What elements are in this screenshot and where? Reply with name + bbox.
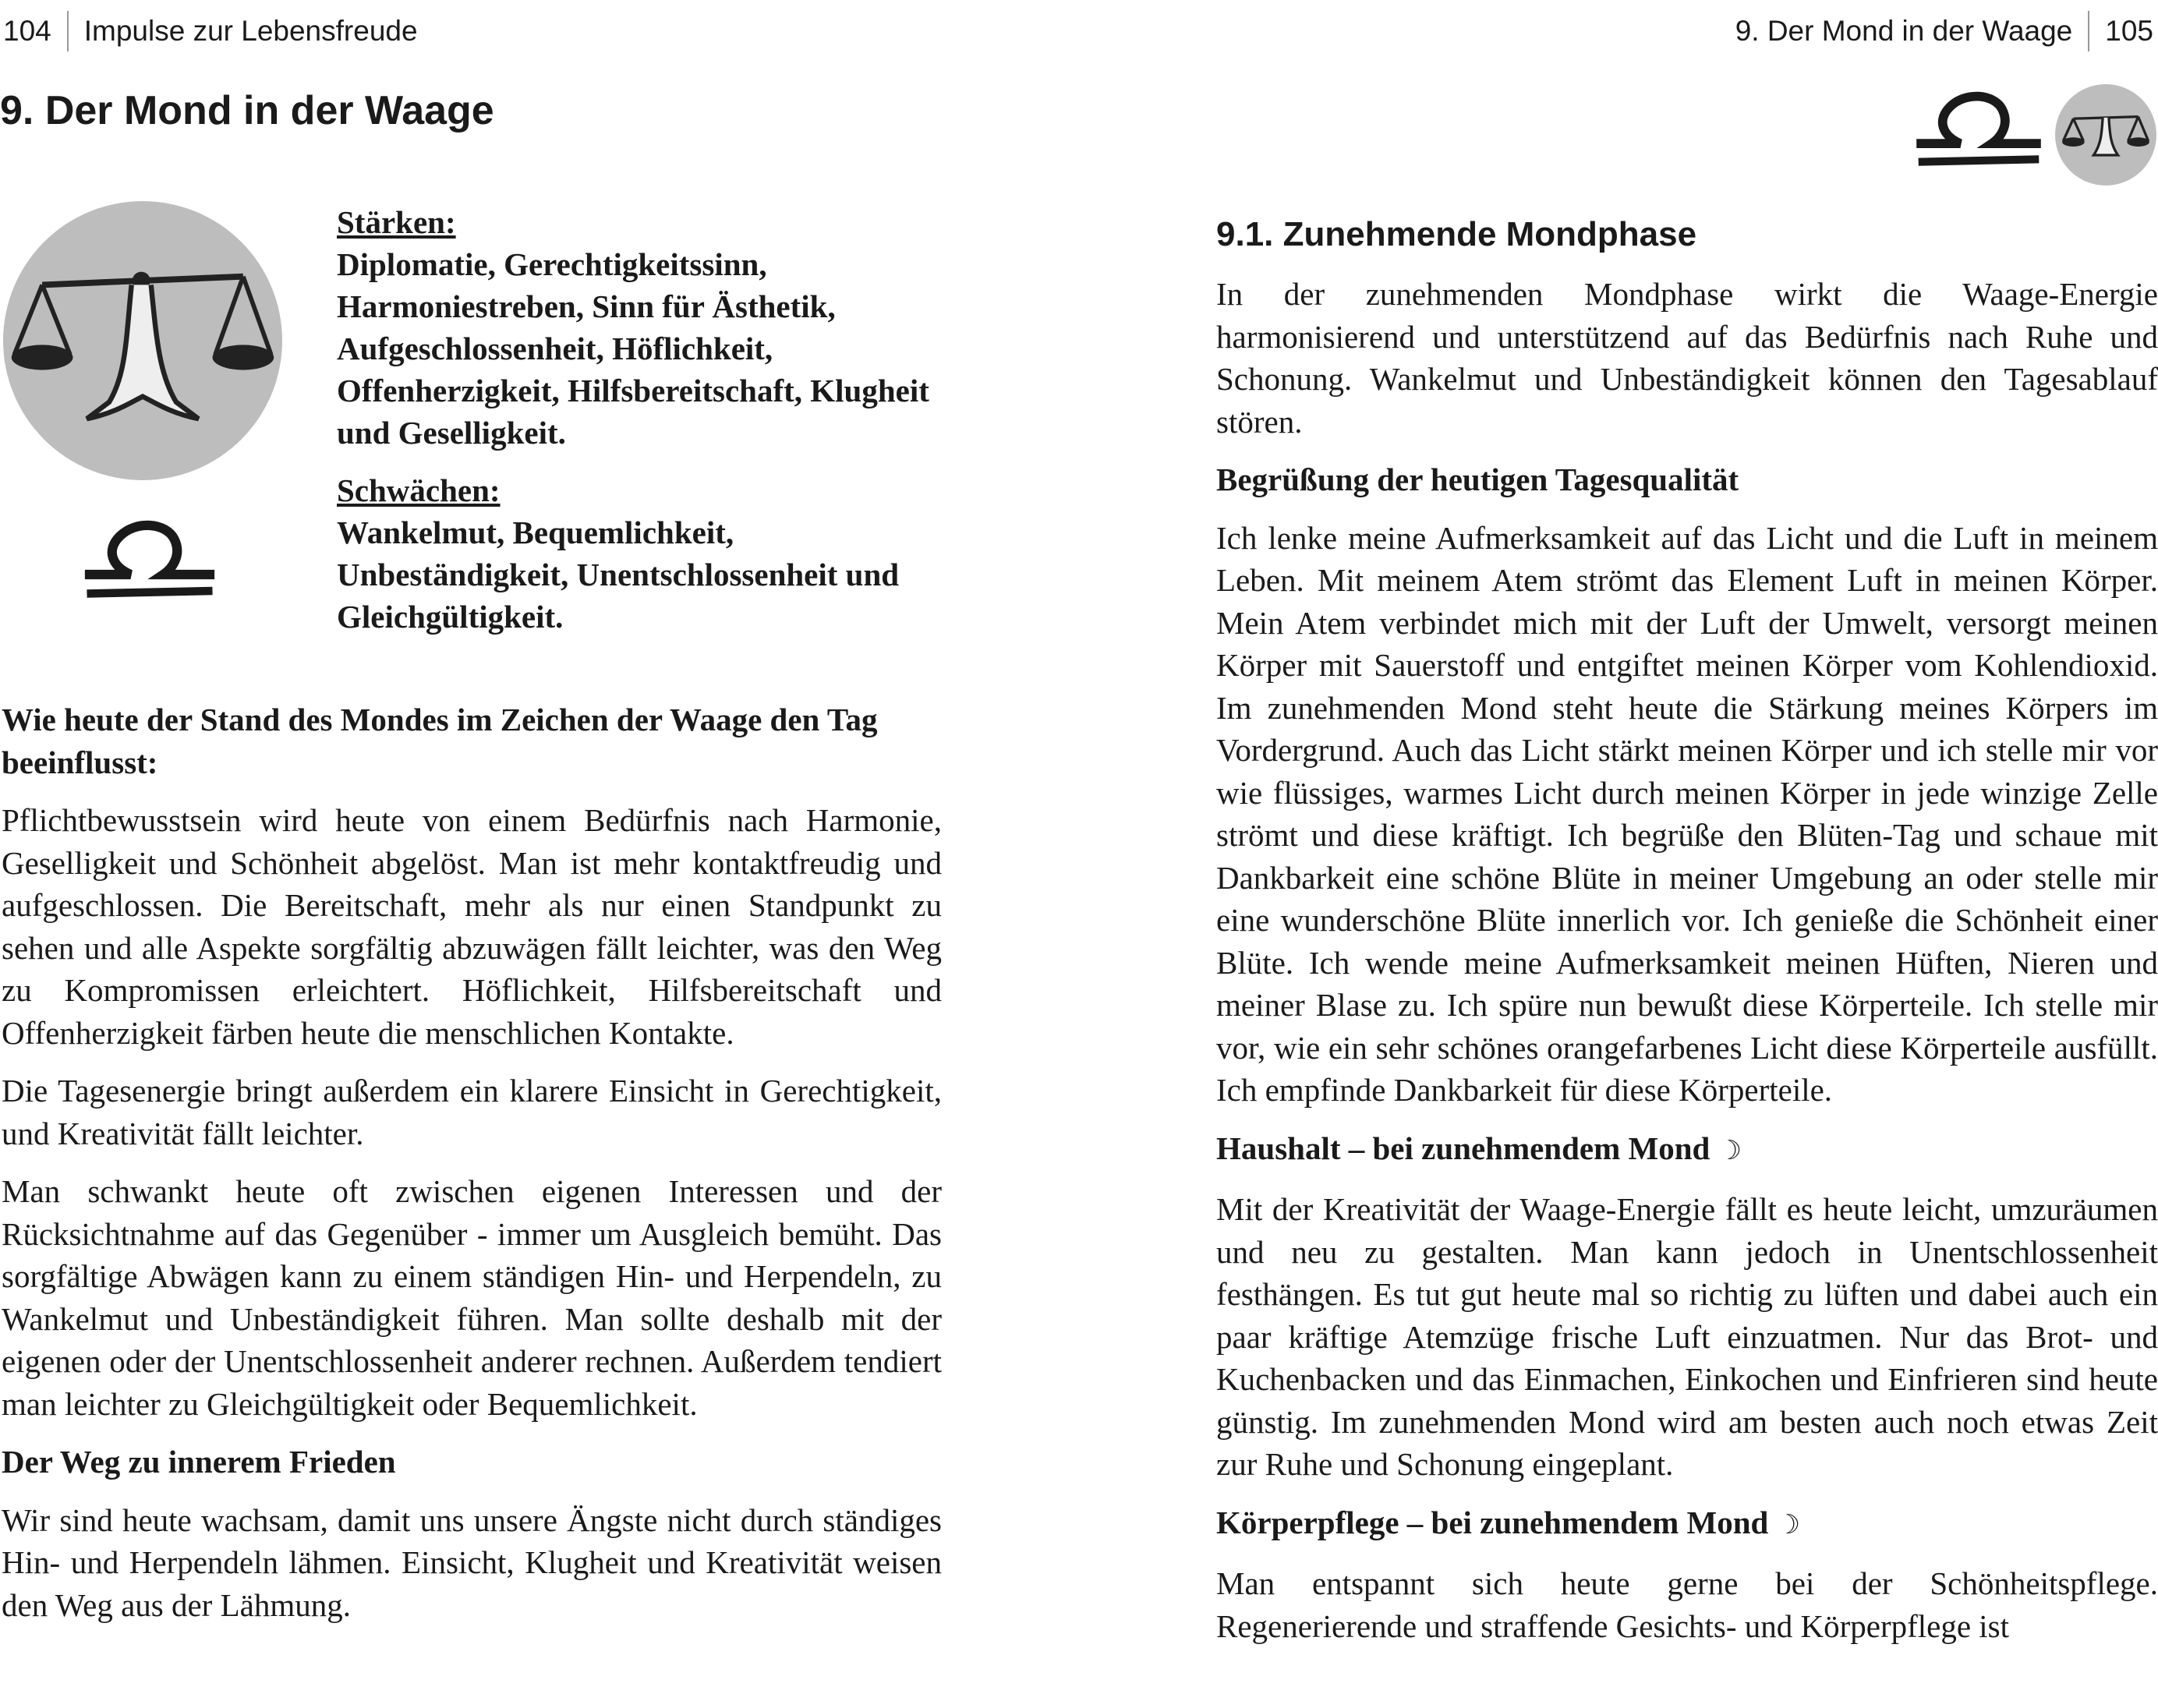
chapter-title: 9. Der Mond in der Waage (0, 88, 494, 133)
libra-scales-icon (3, 201, 282, 480)
peace-heading: Der Weg zu innerem Frieden (2, 1444, 396, 1480)
household-heading (1216, 1127, 2158, 1173)
libra-glyph-icon (81, 515, 218, 602)
paragraph: Man schwankt heute oft zwischen eigenen Interessen und der Rücksichtnahme auf das Gegenüber - immer um Ausgleich bemüht. Das sorgfältige Abwägen kann zu einem ständigen Hin- und Herpendeln, zu Wankelmut und Unbeständigkeit führen. Man sollte deshalb mit der eigenen oder der Unentschlossenheit anderer rechnen. Außerdem tendiert man leichter zu Gleichgültigkeit oder Bequemlichkeit. (2, 1173, 942, 1422)
paragraph: Ich lenke meine Aufmerksamkeit auf das Licht und die Luft in meinem Leben. Mit meinem Atem strömt das Element Luft in meinen Körper. Mein Atem verbindet mich mit der Luft der Umwelt, versorgt meinen Körper mit Sauerstoff und entgiftet meinen Körper vom Kohlendioxid. Im zunehmenden Mond steht heute die Stärkung meines Körpers im Vordergrund. Auch das Licht stärkt meinen Körper und ich stelle mir vor wie flüssiges, warmes Licht durch meinen Körper in jede winzige Zelle strömt und diese kräftigt. Ich begrüße den Blüten-Tag und schaue mit Dankbarkeit eine schöne Blüte in meiner Umgebung an oder stelle mir eine wunderschöne Blüte innerlich vor. Ich genieße die Schönheit einer Blüte. Ich wende meine Aufmerksamkeit meinen Hüften, Nieren und meiner Blase zu. Ich spüre nun bewußt diese Körperteile. Ich stelle mir vor, wie ein sehr schönes orangefarbenes Licht diese Körperteile ausfüllt. Ich empfinde Dankbarkeit für diese Körperteile. (1216, 519, 2158, 1108)
libra-scales-icon (2055, 84, 2156, 186)
paragraph: Die Tagesenergie bringt außerdem ein klarere Einsicht in Gerechtigkeit, und Kreativität fällt leichter. (2, 1073, 942, 1151)
bodycare-heading-text: Körperpflege – bei zunehmendem Mond (1216, 1504, 1769, 1540)
page-number: 104 (3, 15, 51, 47)
page-number: 105 (2105, 15, 2153, 47)
section-title: 9.1. Zunehmende Mondphase (1216, 215, 1697, 253)
influence-heading: Wie heute der Stand des Mondes im Zeichen der Waage den Tag beeinflusst: (2, 702, 878, 780)
household-heading-text: Haushalt – bei zunehmendem Mond (1216, 1130, 1710, 1166)
paragraph: Wir sind heute wachsam, damit uns unsere Ängste nicht durch ständiges Hin- und Herpendeln lähmen. Einsicht, Klugheit und Kreativität weisen den Weg aus der Lähmung. (2, 1501, 942, 1623)
right-body (1216, 273, 2158, 1663)
traits-block (337, 201, 945, 638)
paragraph: Pflichtbewusstsein wird heute von einem Bedürfnis nach Harmonie, Geselligkeit und Schönheit abgelöst. Man ist mehr kontaktfreudig und aufgeschlossen. Die Bereitschaft, mehr als nur einen Standpunkt zu sehen und alle Aspekte sorgfältig abzuwägen fällt leichter, was den Weg zu Kompromissen erleichtert. Höflichkeit, Hilfsbereitschaft und Offenherzigkeit färben heute die menschlichen Kontakte. (2, 802, 942, 1051)
waxing-moon-icon: ☽ (1718, 1136, 1742, 1165)
waxing-moon-icon: ☽ (1776, 1510, 1801, 1540)
paragraph: In der zunehmenden Mondphase wirkt die Waage-Energie harmonisierend und unterstützend auf das Bedürfnis nach Ruhe und Schonung. Wankelmut und Unbeständigkeit können den Tagesablauf stören. (1216, 276, 2158, 440)
weaknesses-text: Wankelmut, Bequemlichkeit, Unbeständigkeit, Unentschlossenheit und Gleichgültigkeit. (337, 515, 900, 635)
paragraph: Mit der Kreativität der Waage-Energie fällt es heute leicht, umzuräumen und neu zu gestalten. Man kann jedoch in Unentschlossenheit festhängen. Es tut gut heute mal so richtig zu lüften und dabei auch ein paar kräftige Atemzüge frische Luft einzuatmen. Nur das Brot- und Kuchenbacken und das Einmachen, Einkochen und Einfrieren sind heute günstig. Im zunehmenden Mond wird am besten auch noch etwas Zeit zur Ruhe und Schonung eingeplant. (1216, 1191, 2158, 1482)
strengths-heading: Stärken: (337, 204, 456, 240)
left-page (0, 0, 951, 1708)
left-body (2, 698, 942, 1642)
running-head-left (0, 11, 433, 51)
weaknesses-heading: Schwächen: (337, 472, 501, 508)
libra-glyph-icon (1913, 86, 2044, 170)
strengths-text: Diplomatie, Gerechtigkeitssinn, Harmoniestreben, Sinn für Ästhetik, Aufgeschlossenheit, Höflichkeit, Offenherzigkeit, Hilfsbereitschaft, Klugheit und Geselligkeit. (337, 246, 929, 451)
greeting-heading: Begrüßung der heutigen Tagesqualität (1216, 461, 1739, 497)
bodycare-heading (1216, 1501, 2158, 1547)
paragraph: Man entspannt sich heute gerne bei der Schönheitspflege. Regenerierende und straffende Gesichts- und Körperpflege ist (1216, 1565, 2158, 1644)
running-head-right (1720, 11, 2158, 51)
running-title: 9. Der Mond in der Waage (1735, 15, 2073, 47)
right-page (1215, 0, 2158, 1708)
running-title: Impulse zur Lebensfreude (83, 15, 418, 47)
